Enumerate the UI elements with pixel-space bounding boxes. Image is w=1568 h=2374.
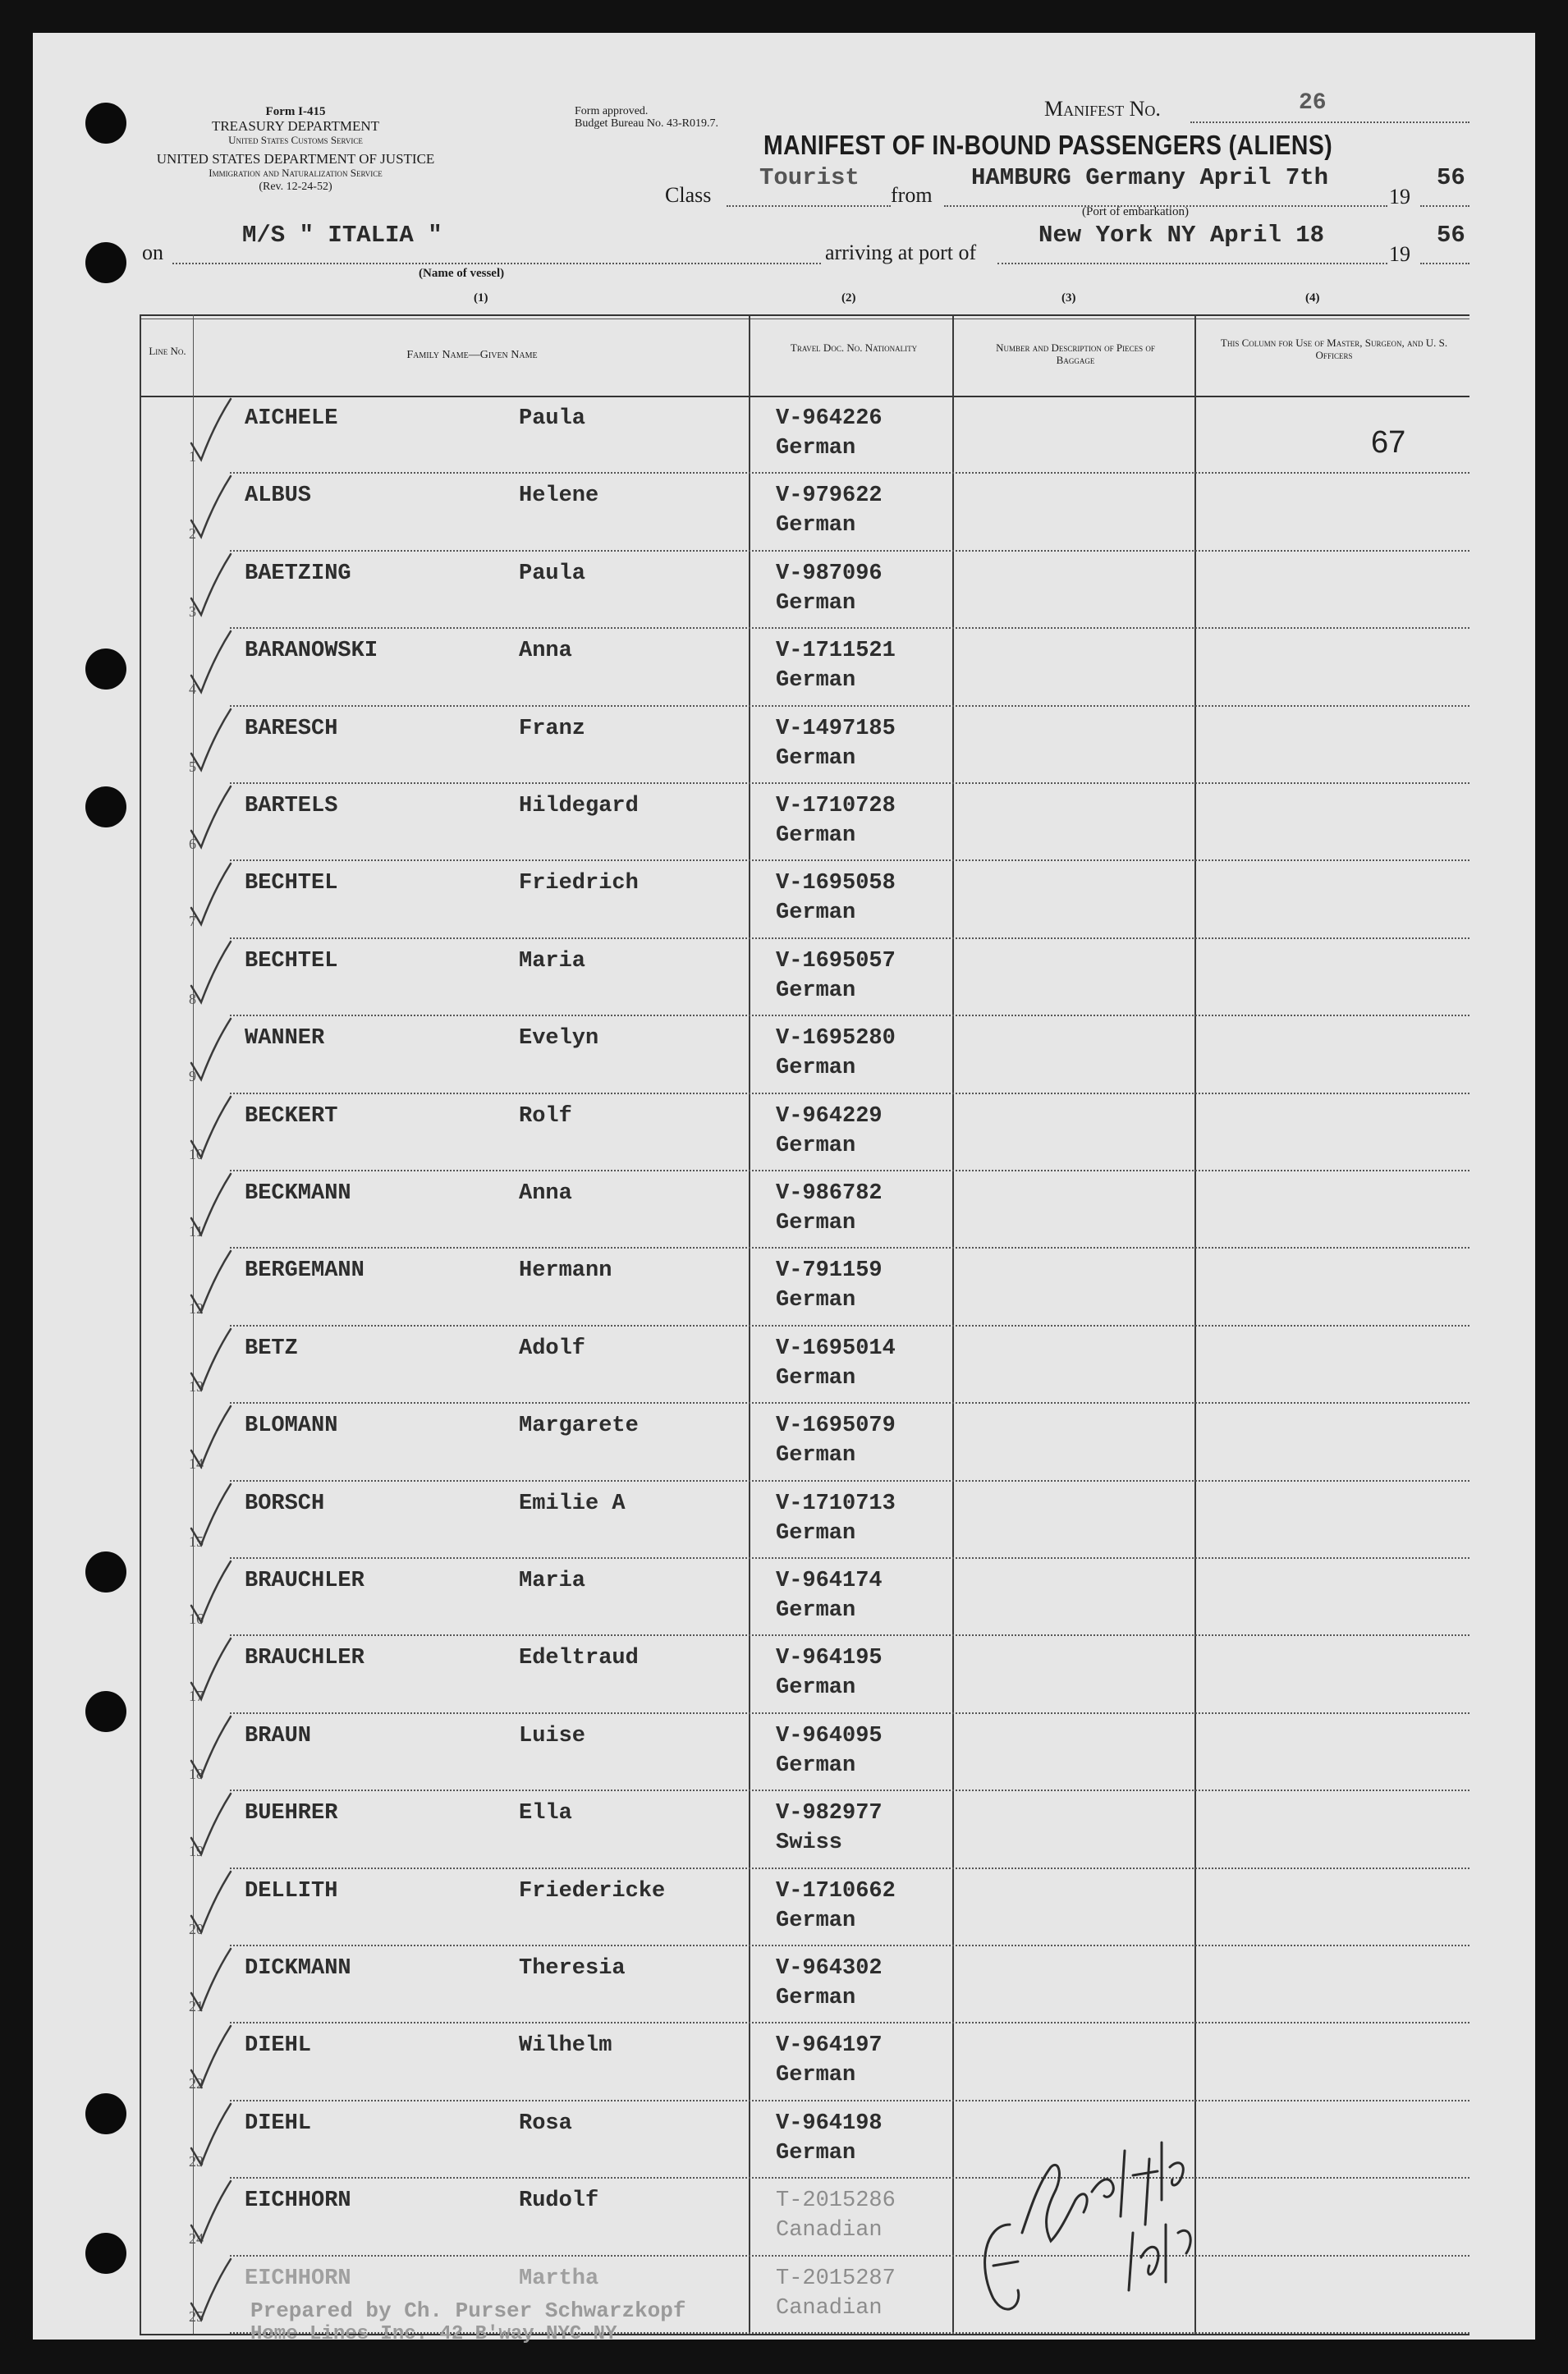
line-number: 2 — [189, 525, 196, 543]
family-name: BORSCH — [245, 1491, 325, 1516]
line-number: 14 — [189, 1455, 204, 1473]
table-left-border — [140, 314, 141, 2335]
line-number: 3 — [189, 603, 196, 620]
officer-signature — [961, 2101, 1207, 2331]
row-divider — [230, 1868, 1469, 1869]
travel-doc-number: T-2015286 — [776, 2188, 896, 2214]
nationality: German — [776, 1753, 856, 1778]
check-mark — [185, 2253, 234, 2326]
travel-doc-number: V-986782 — [776, 1181, 883, 1206]
line-number: 20 — [189, 1920, 204, 1937]
line-number: 9 — [189, 1068, 196, 1085]
travel-doc-number: V-964195 — [776, 1646, 883, 1671]
nationality: German — [776, 1520, 856, 1546]
row-divider — [230, 550, 1469, 552]
nationality: German — [776, 1598, 856, 1623]
form-header-block — [140, 105, 452, 194]
header-line-no: Line No. — [149, 345, 186, 357]
column-number-4: (4) — [1305, 291, 1320, 305]
check-mark — [185, 1322, 234, 1396]
given-name: Margarete — [519, 1414, 639, 1439]
line-number: 23 — [189, 2152, 204, 2170]
travel-doc-number: V-964197 — [776, 2033, 883, 2059]
table-top-border — [140, 314, 1469, 316]
given-name: Evelyn — [519, 1026, 599, 1052]
travel-doc-number: V-964198 — [776, 2110, 883, 2136]
row-divider — [230, 1634, 1469, 1636]
line-number: 5 — [189, 758, 196, 775]
line-number: 25 — [189, 2308, 204, 2325]
family-name: BRAUCHLER — [245, 1646, 364, 1671]
family-name: BECHTEL — [245, 948, 338, 974]
travel-doc-number: V-1695014 — [776, 1336, 896, 1361]
row-divider — [230, 2177, 1469, 2179]
check-mark — [185, 548, 234, 621]
travel-doc-number: V-1711521 — [776, 639, 896, 664]
travel-doc-number: V-791159 — [776, 1258, 883, 1284]
row-divider — [230, 2022, 1469, 2023]
given-name: Ella — [519, 1801, 572, 1826]
manifest-no-label: Manifest No. — [1044, 97, 1161, 121]
class-value: Tourist — [759, 164, 860, 191]
given-name: Adolf — [519, 1336, 586, 1361]
family-name: EICHHORN — [245, 2188, 351, 2214]
class-label: Class — [665, 183, 712, 207]
nationality: German — [776, 590, 856, 616]
check-mark — [185, 2019, 234, 2093]
check-mark — [185, 1555, 234, 1629]
row-divider — [230, 1170, 1469, 1171]
family-name: EICHHORN — [245, 2266, 351, 2291]
from-year-line — [1420, 205, 1469, 207]
given-name: Friedericke — [519, 1878, 666, 1904]
family-name: DICKMANN — [245, 1956, 351, 1981]
family-name: DIEHL — [245, 2110, 312, 2136]
given-name: Wilhelm — [519, 2033, 612, 2059]
family-name: WANNER — [245, 1026, 325, 1052]
binder-hole — [85, 103, 126, 144]
nationality: German — [776, 1443, 856, 1469]
row-divider — [230, 1945, 1469, 1946]
row-divider — [230, 2255, 1469, 2257]
check-mark — [185, 2175, 234, 2248]
travel-doc-number: V-1695280 — [776, 1026, 896, 1052]
line-number: 6 — [189, 836, 196, 852]
from-year-prefix: 19 — [1389, 185, 1410, 209]
line-number: 17 — [189, 1688, 204, 1705]
given-name: Martha — [519, 2266, 599, 2291]
row-divider — [230, 627, 1469, 629]
line-number: 18 — [189, 1765, 204, 1782]
check-mark — [185, 2097, 234, 2171]
shipping-line: Home Lines Inc. 42 B'way NYC NY — [250, 2323, 617, 2345]
given-name: Paula — [519, 406, 586, 431]
family-name: BRAUN — [245, 1723, 312, 1748]
travel-doc-number: V-987096 — [776, 561, 883, 586]
travel-doc-number: V-964302 — [776, 1956, 883, 1981]
check-mark — [185, 1244, 234, 1318]
row-divider — [230, 1093, 1469, 1094]
row-divider — [230, 1015, 1469, 1016]
row-divider — [230, 1247, 1469, 1249]
nationality: German — [776, 1211, 856, 1235]
nationality: Canadian — [776, 2295, 883, 2321]
from-year-value: 56 — [1437, 164, 1465, 191]
nationality: German — [776, 901, 856, 926]
class-line — [727, 205, 891, 207]
check-mark — [185, 1710, 234, 1784]
arriving-label: arriving at port of — [825, 241, 977, 264]
family-name: BETZ — [245, 1336, 298, 1361]
binder-hole — [85, 648, 126, 690]
table-header-bottom — [140, 396, 1469, 397]
family-name: BECHTEL — [245, 871, 338, 896]
family-name: BECKERT — [245, 1103, 338, 1129]
column-number-1: (1) — [474, 291, 488, 305]
nationality: German — [776, 978, 856, 1003]
nationality: German — [776, 1908, 856, 1933]
binder-hole — [85, 786, 126, 827]
given-name: Hermann — [519, 1258, 612, 1284]
row-divider — [230, 472, 1469, 474]
nationality: German — [776, 1056, 856, 1081]
check-mark — [185, 1787, 234, 1861]
row-divider — [230, 1557, 1469, 1559]
row-divider — [230, 1402, 1469, 1404]
given-name: Anna — [519, 639, 572, 664]
line-number: 11 — [189, 1223, 204, 1240]
on-label: on — [142, 241, 163, 264]
line-number: 22 — [189, 2075, 204, 2092]
travel-doc-number: V-1695058 — [776, 871, 896, 896]
line-number: 19 — [189, 1843, 204, 1860]
family-name: BARESCH — [245, 716, 338, 741]
line-number: 16 — [189, 1611, 204, 1627]
given-name: Theresia — [519, 1956, 626, 1981]
family-name: DELLITH — [245, 1878, 338, 1904]
nationality: German — [776, 1288, 856, 1313]
binder-hole — [85, 2233, 126, 2274]
given-name: Anna — [519, 1181, 572, 1206]
justice-label: UNITED STATES DEPARTMENT OF JUSTICE — [156, 151, 435, 167]
binder-hole — [85, 1551, 126, 1593]
travel-doc-number: V-1710662 — [776, 1878, 896, 1904]
family-name: BLOMANN — [245, 1414, 338, 1439]
check-mark — [185, 1865, 234, 1939]
form-number: Form I-415 — [265, 105, 326, 118]
travel-doc-number: V-964226 — [776, 406, 883, 431]
travel-doc-number: V-1710728 — [776, 794, 896, 818]
nationality: Canadian — [776, 2218, 883, 2243]
column-number-3: (3) — [1061, 291, 1076, 305]
prepared-by: Prepared by Ch. Purser Schwarzkopf — [250, 2298, 686, 2323]
family-name: BARANOWSKI — [245, 639, 378, 664]
travel-doc-number: V-979622 — [776, 484, 883, 509]
given-name: Edeltraud — [519, 1646, 639, 1671]
given-name: Rudolf — [519, 2188, 599, 2214]
check-mark — [185, 1400, 234, 1473]
binder-hole — [85, 2093, 126, 2134]
nationality: German — [776, 668, 856, 694]
line-number: 21 — [189, 1998, 204, 2014]
given-name: Maria — [519, 948, 586, 974]
travel-doc-number: V-1497185 — [776, 716, 896, 741]
given-name: Friedrich — [519, 871, 639, 896]
manifest-page — [33, 33, 1535, 2345]
approval-block — [575, 105, 718, 130]
row-divider — [230, 1325, 1469, 1327]
family-name: AICHELE — [245, 406, 338, 431]
travel-doc-number: V-1695057 — [776, 948, 896, 974]
family-name: BECKMANN — [245, 1181, 351, 1206]
arrival-year-line — [1420, 263, 1469, 264]
line-number: 8 — [189, 990, 196, 1007]
family-name: ALBUS — [245, 484, 312, 509]
travel-doc-number: V-964229 — [776, 1103, 883, 1129]
ins-label: Immigration and Naturalization Service — [209, 167, 383, 179]
check-mark — [185, 1942, 234, 2016]
check-mark — [185, 1478, 234, 1551]
check-mark — [185, 780, 234, 854]
family-name: BRAUCHLER — [245, 1569, 364, 1593]
row-divider — [230, 1480, 1469, 1482]
row-divider — [230, 2100, 1469, 2101]
given-name: Rosa — [519, 2110, 572, 2136]
header-officers: This Column for Use of Master, Surgeon, and U. S. Officers — [1220, 337, 1448, 361]
given-name: Rolf — [519, 1103, 572, 1129]
line-number: 12 — [189, 1300, 204, 1318]
arrival-year-prefix: 19 — [1389, 242, 1410, 266]
row-divider — [230, 859, 1469, 861]
manifest-title: MANIFEST OF IN-BOUND PASSENGERS (ALIENS) — [763, 130, 1333, 160]
given-name: Helene — [519, 484, 599, 509]
arrival-year-value: 56 — [1437, 222, 1465, 249]
line-number: 13 — [189, 1377, 204, 1395]
header-baggage: Number and Description of Pieces of Baggage — [996, 341, 1155, 366]
vessel-line — [172, 263, 821, 264]
family-name: BERGEMANN — [245, 1258, 364, 1284]
treasury-label: TREASURY DEPARTMENT — [211, 118, 380, 134]
manifest-no-value: 26 — [1299, 90, 1327, 116]
given-name: Paula — [519, 561, 586, 586]
vessel-value: M/S " ITALIA " — [242, 222, 442, 249]
nationality: German — [776, 1133, 856, 1158]
nationality: German — [776, 2063, 856, 2088]
line-number: 15 — [189, 1533, 204, 1550]
given-name: Luise — [519, 1723, 586, 1748]
customs-label: United States Customs Service — [228, 134, 363, 146]
port-embark-label: (Port of embarkation) — [1082, 205, 1189, 218]
check-mark — [185, 1167, 234, 1241]
binder-hole — [85, 242, 126, 283]
row-divider — [230, 1712, 1469, 1714]
line-number: 10 — [189, 1145, 204, 1162]
check-mark — [185, 1090, 234, 1164]
check-mark — [185, 935, 234, 1009]
arrival-line — [997, 263, 1387, 264]
line-number: 1 — [189, 448, 196, 465]
travel-doc-number: V-982977 — [776, 1801, 883, 1826]
nationality: German — [776, 1675, 856, 1701]
travel-doc-number: T-2015287 — [776, 2266, 896, 2291]
check-mark — [185, 1012, 234, 1086]
column-number-2: (2) — [841, 291, 856, 305]
header-travel-doc: Travel Doc. No. Nationality — [790, 341, 918, 354]
line-number: 7 — [189, 913, 196, 930]
nationality: Swiss — [776, 1831, 843, 1856]
nationality: German — [776, 2140, 856, 2165]
travel-doc-number: V-964095 — [776, 1723, 883, 1748]
arrival-value: New York NY April 18 — [1038, 222, 1325, 249]
manifest-no-line — [1190, 121, 1469, 123]
travel-doc-number: V-1710713 — [776, 1491, 896, 1516]
check-mark — [185, 625, 234, 699]
check-mark — [185, 1632, 234, 1706]
family-name: BUEHRER — [245, 1801, 338, 1826]
from-label: from — [891, 183, 933, 207]
check-mark — [185, 857, 234, 931]
family-name: DIEHL — [245, 2033, 312, 2059]
family-name: BARTELS — [245, 794, 338, 818]
given-name: Maria — [519, 1569, 586, 1593]
line-number: 4 — [189, 681, 196, 698]
header-name: Family Name—Given Name — [406, 349, 538, 361]
binder-hole — [85, 1691, 126, 1732]
check-mark — [185, 470, 234, 543]
line-number: 24 — [189, 2230, 204, 2248]
row-divider — [230, 782, 1469, 784]
travel-doc-number: V-964174 — [776, 1569, 883, 1593]
row-divider — [230, 937, 1469, 939]
travel-doc-number: V-1695079 — [776, 1414, 896, 1439]
family-name: BAETZING — [245, 561, 351, 586]
row-divider — [230, 1790, 1469, 1791]
row-divider — [230, 705, 1469, 707]
check-mark — [185, 703, 234, 777]
nationality: German — [776, 436, 856, 461]
nationality: German — [776, 823, 856, 848]
budget-label: Budget Bureau No. 43-R019.7. — [575, 117, 718, 130]
from-value: HAMBURG Germany April 7th — [971, 164, 1329, 191]
given-name: Franz — [519, 716, 586, 741]
nationality: German — [776, 1365, 856, 1391]
given-name: Hildegard — [519, 794, 639, 818]
vessel-label: (Name of vessel) — [419, 267, 505, 280]
nationality: German — [776, 1986, 856, 2010]
check-mark — [185, 392, 234, 466]
revision-label: (Rev. 12-24-52) — [259, 181, 332, 193]
nationality: German — [776, 513, 856, 539]
nationality: German — [776, 745, 856, 771]
given-name: Emilie A — [519, 1491, 626, 1516]
officer-note: 67 — [1371, 425, 1406, 460]
approval-label: Form approved. — [575, 105, 649, 117]
